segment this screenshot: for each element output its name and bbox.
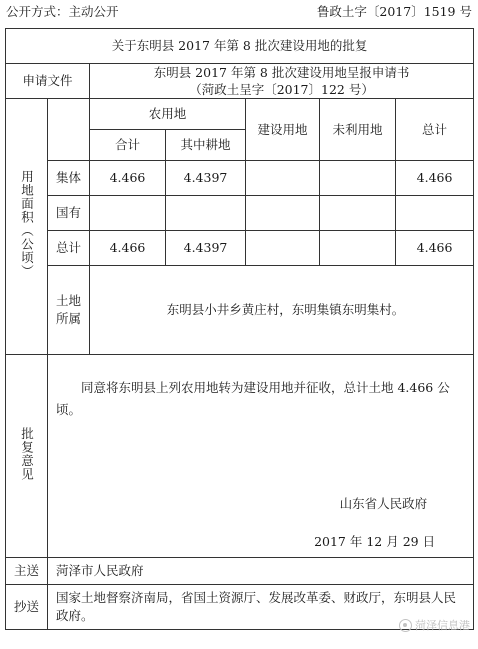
cell-subtotal [90,196,166,231]
area-side-label [6,99,48,355]
document-number: 鲁政土字〔2017〕1519 号 [316,4,472,19]
cell-total: 4.466 [396,161,474,196]
cell-subtotal: 4.466 [90,231,166,266]
row-label: 集体 [48,161,90,196]
farmland-header: 农用地 [90,99,246,130]
location-label-line-1: 土地 [55,293,81,308]
cell-total [396,196,474,231]
watermark-text: 菏泽信息港 [415,619,470,632]
subtotal-header: 合计 [90,130,166,161]
cell-construction [246,161,320,196]
cell-cultivated [166,196,246,231]
cell-total: 4.466 [396,231,474,266]
disclosure-method: 公开方式：主动公开 [6,4,119,19]
approval-content [48,355,474,558]
cc-label: 抄送 [6,585,48,630]
recipient-value: 菏泽市人民政府 [48,558,474,585]
cell-construction [246,231,320,266]
cell-unused [320,231,396,266]
table-row-total [6,231,474,266]
document-header [6,2,472,22]
location-value: 东明县小井乡黄庄村，东明集镇东明集村。 [90,266,474,355]
approval-label [6,355,48,558]
approval-label-text: 批复意见 [19,426,35,481]
document-title: 关于东明县 2017 年第 8 批次建设用地的批复 [6,29,474,64]
cultivated-header: 其中耕地 [166,130,246,161]
application-label: 申请文件 [6,64,90,99]
approval-table [5,28,474,630]
application-files [90,64,474,99]
application-line-1: 东明县 2017 年第 8 批次建设用地呈报申请书 [153,65,410,80]
construction-header: 建设用地 [246,99,320,161]
account-icon [399,619,412,632]
blank-corner [48,99,90,161]
location-label [48,266,90,355]
application-line-2: （菏政土呈字〔2017〕122 号） [189,82,374,97]
unused-header: 未利用地 [320,99,396,161]
total-header: 总计 [396,99,474,161]
cell-subtotal: 4.466 [90,161,166,196]
area-side-text: 用地面积（公顷） [19,170,35,278]
watermark [399,617,470,633]
table-row-state [6,196,474,231]
cell-cultivated: 4.4397 [166,161,246,196]
recipient-label: 主送 [6,558,48,585]
cell-construction [246,196,320,231]
cell-unused [320,161,396,196]
location-label-line-2: 所属 [55,311,81,326]
approval-body: 同意将东明县上列农用地转为建设用地并征收，总计土地 4.466 公顷。 [56,380,450,417]
approval-signer: 山东省人民政府 [339,496,428,511]
cell-cultivated: 4.4397 [166,231,246,266]
cell-unused [320,196,396,231]
approval-date: 2017 年 12 月 29 日 [314,534,436,549]
table-row-collective [6,161,474,196]
cc-value: 国家土地督察济南局，省国土资源厅、发展改革委、财政厅，东明县人民政府。 [48,585,474,630]
row-label: 总计 [48,231,90,266]
row-label: 国有 [48,196,90,231]
